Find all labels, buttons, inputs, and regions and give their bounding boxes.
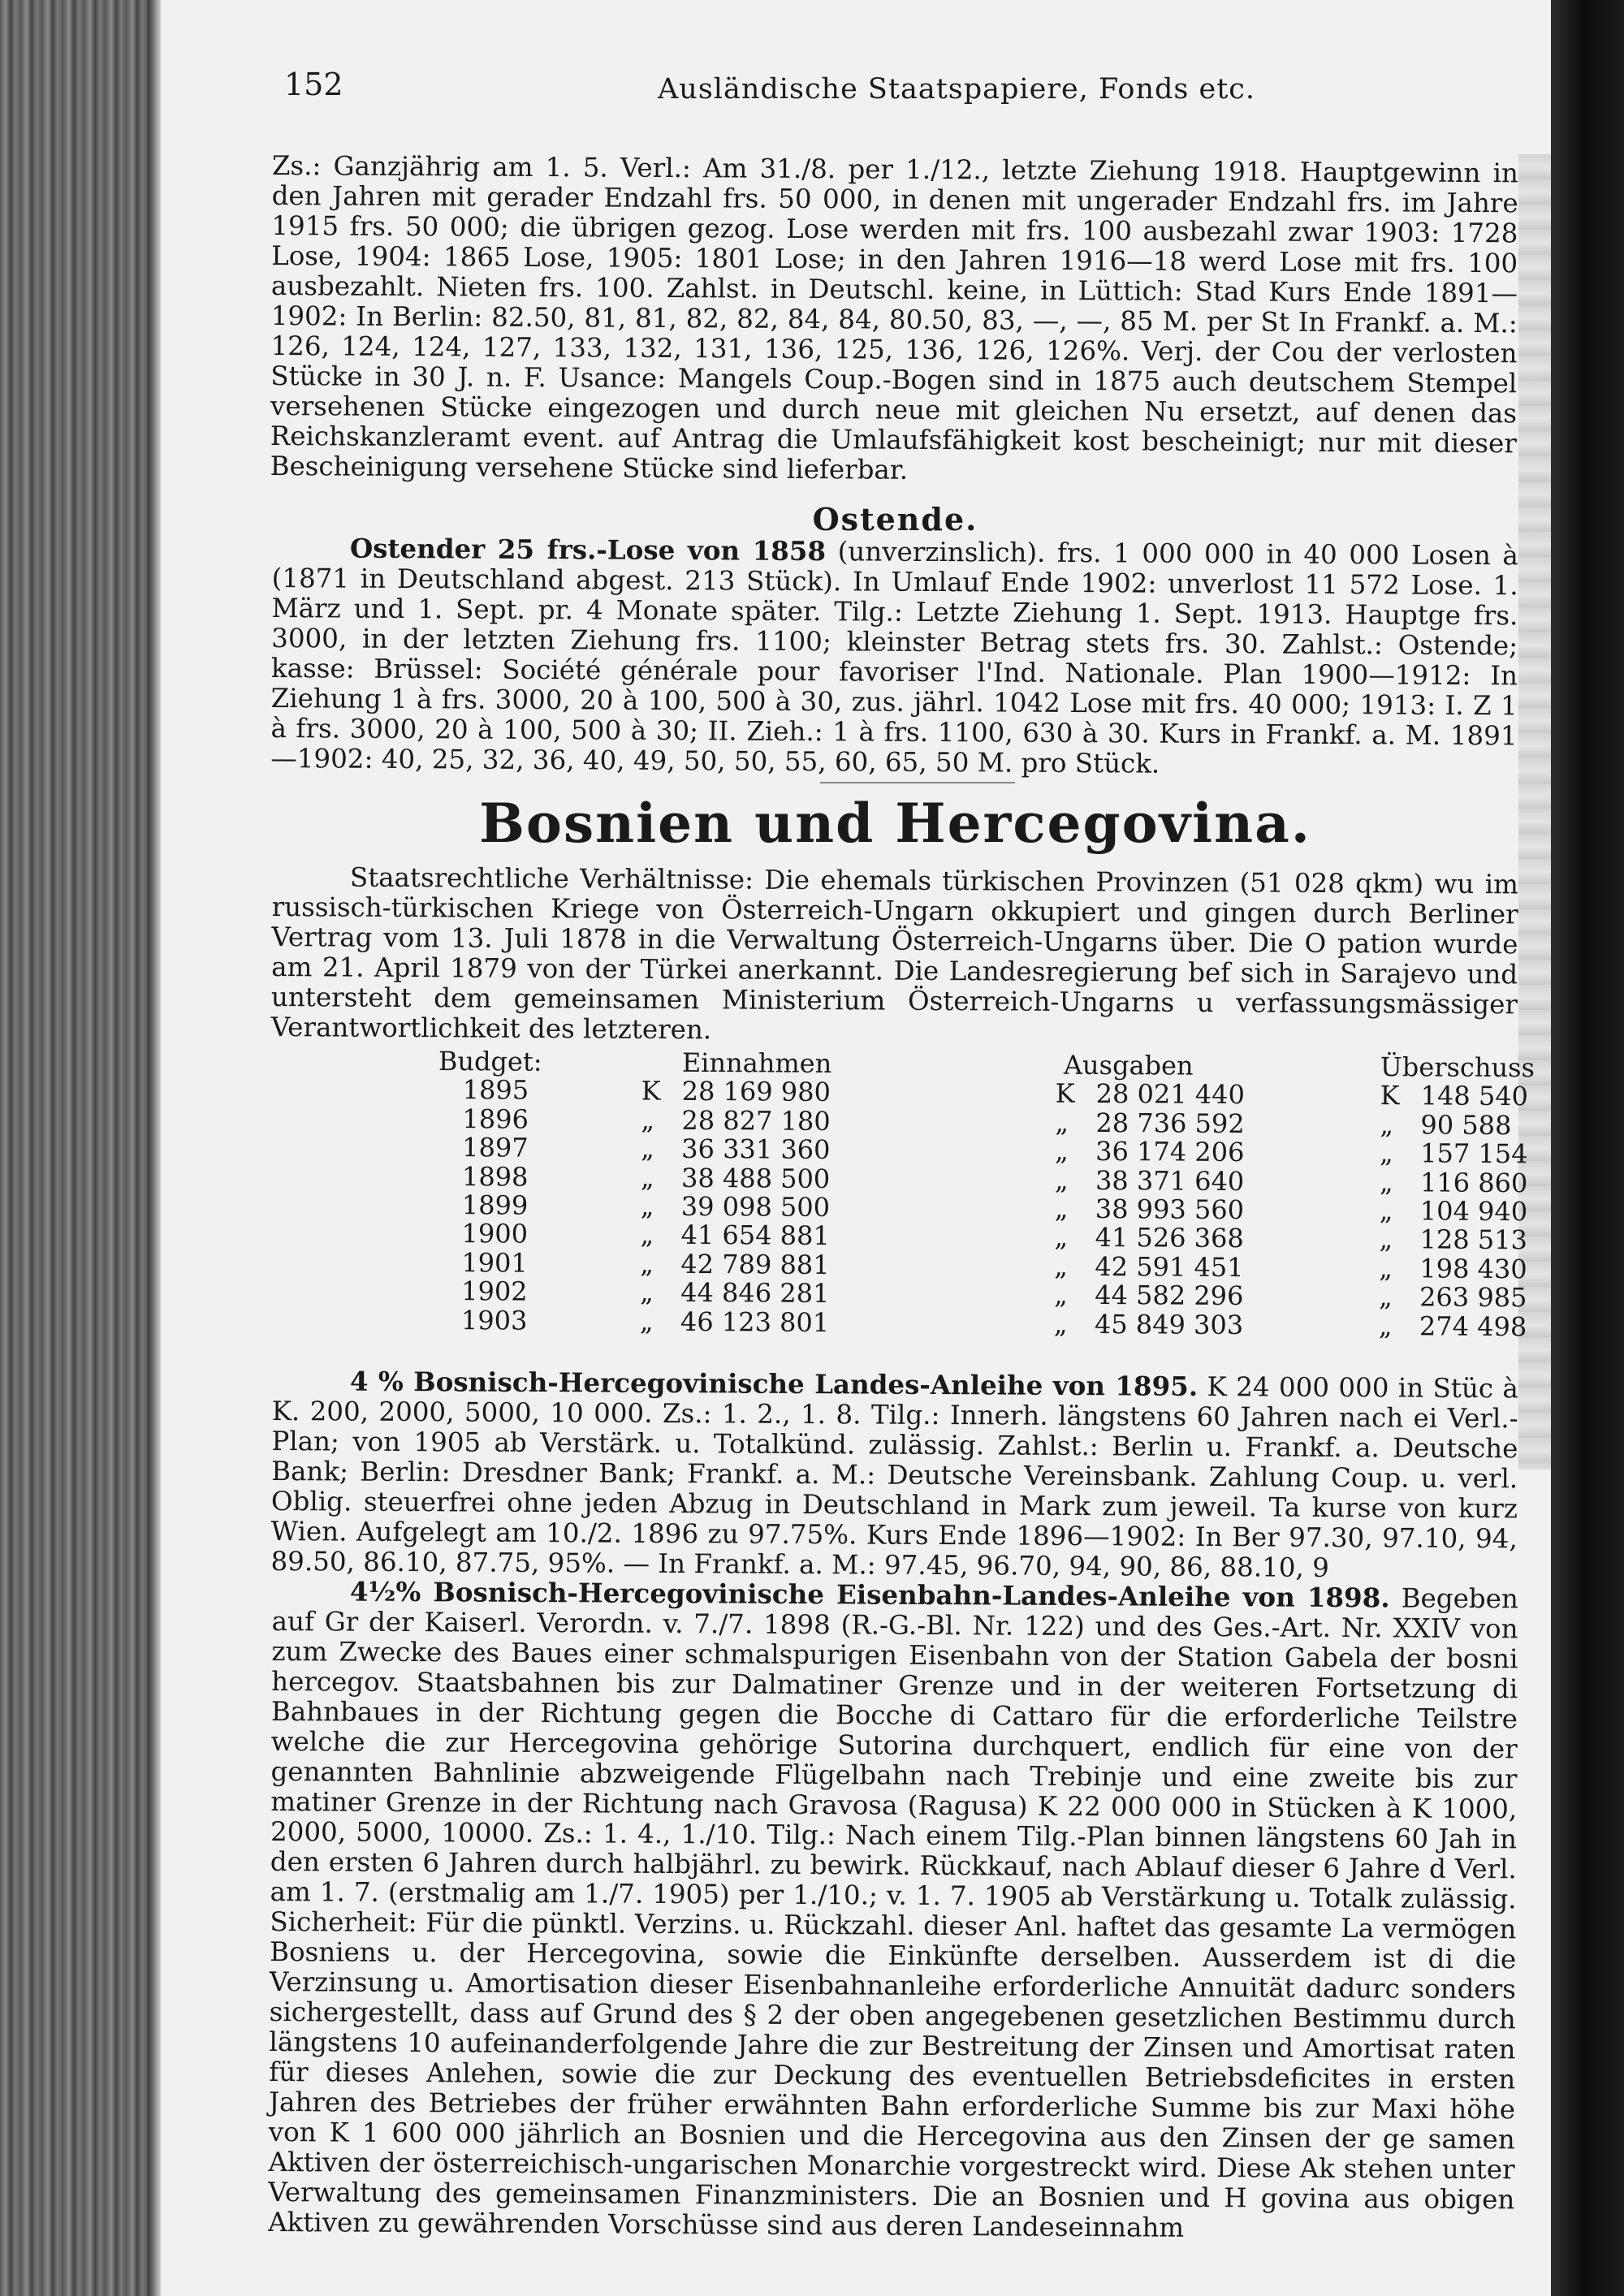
budget-expense-prefix: „: [1054, 1250, 1069, 1282]
budget-year: 1902: [461, 1275, 528, 1307]
budget-income-prefix: „: [641, 1133, 654, 1164]
budget-surplus-prefix: K: [1380, 1080, 1400, 1111]
budget-income-cell: [616, 1106, 1006, 1137]
budget-expense-cell: [1006, 1166, 1363, 1197]
budget-year-cell: [438, 1105, 616, 1135]
budget-year: 1899: [461, 1189, 529, 1221]
budget-year-cell: [438, 1133, 616, 1163]
budget-surplus: 90 588: [1420, 1109, 1512, 1141]
budget-income-prefix: „: [640, 1162, 654, 1193]
budget-surplus: 116 860: [1419, 1167, 1528, 1198]
loan-1898-paragraph: [268, 1576, 1518, 2245]
page-header: [284, 67, 1543, 115]
budget-surplus: 104 940: [1419, 1195, 1528, 1228]
budget-expense: 36 174 206: [1095, 1136, 1245, 1168]
section-heading-ostende: Ostende.: [812, 501, 978, 537]
budget-surplus: 198 430: [1419, 1253, 1527, 1285]
budget-surplus: 128 513: [1419, 1224, 1528, 1256]
budget-income-prefix: „: [640, 1248, 654, 1280]
budget-surplus: 148 540: [1420, 1080, 1529, 1112]
budget-income: 41 654 881: [680, 1219, 830, 1252]
budget-surplus-prefix: „: [1380, 1108, 1394, 1140]
budget-income-prefix: „: [641, 1104, 655, 1136]
budget-expense-prefix: „: [1054, 1222, 1069, 1254]
budget-expense-cell: [1005, 1281, 1363, 1312]
budget-surplus-cell: [1363, 1108, 1566, 1141]
budget-year: 1897: [462, 1132, 529, 1163]
bosnia-intro-text: Staatsrechtliche Verhältnisse: Die ehemals türkischen Provinzen (51 028 qkm) wu im russisch-türkischen Kriege von Österreich-Ungarn okkupiert und gingen durch Berliner Vertrag vom 13. Juli 1878 in die Verwaltung Österreich-Ungarns über. Die O pation wurde am 21. April 1879 von der Türkei anerkannt. Die Landesregierung bef sich in Sarajevo und untersteht dem gemeinsamen Ministerium Österreich-Ungarns u verfassungsmässiger Verantwortlichkeit des letzteren.: [270, 861, 1518, 1046]
expense-header: Ausgaben: [1063, 1049, 1194, 1081]
page-number: 152: [284, 67, 343, 102]
budget-surplus-prefix: „: [1378, 1310, 1393, 1341]
budget-surplus-cell: [1363, 1197, 1566, 1227]
budget-expense: 38 993 560: [1095, 1193, 1245, 1226]
budget-surplus-prefix: „: [1379, 1195, 1393, 1227]
ostende-lead: Ostender 25 frs.-Lose von 1858: [349, 532, 827, 568]
budget-year: 1896: [462, 1103, 529, 1135]
loan-1895-lead: 4 % Bosnisch-Hercegovinische Landes-Anleihe von 1895.: [349, 1365, 1199, 1402]
budget-header: Budget:: [438, 1046, 542, 1077]
budget-expense: 44 582 296: [1095, 1280, 1244, 1312]
budget-year: 1895: [462, 1074, 529, 1107]
ostende-paragraph: [270, 533, 1518, 781]
budget-income-cell: [615, 1276, 1005, 1310]
budget-income-cell: [616, 1135, 1006, 1166]
budget-surplus-prefix: „: [1380, 1137, 1393, 1169]
income-header: Einnahmen: [681, 1047, 832, 1079]
budget-expense-cell: [1005, 1310, 1363, 1340]
budget-surplus-cell: [1363, 1254, 1566, 1284]
budget-expense-cell: [1007, 1080, 1364, 1111]
section-divider: [820, 782, 1015, 783]
budget-income: 38 488 500: [680, 1162, 831, 1194]
loan-1898-text: Begeben auf Gr der Kaiserl. Verordn. v. 7./7. 1898 (R.-G.-Bl. Nr. 122) und des Ges.-Art. Nr. XXIV von zum Zwecke des Baues einer schmalspurigen Eisenbahn von der Station Gabela der bosni hercegov. Staatsbahnen bis zur Dalmatiner Grenze und in der weiteren Fortsetzung di Bahnbaues in der Richtung gegen die Bocche di Cattaro für die erforderliche Teilstre welche die zur Hercegovina gehörige Sutorina durchquert, endlich für eine von der genannten Bahnlinie abzweigende Flügelbahn nach Trebinje und eine zweite bis zur matiner Grenze in der Richtung nach Gravosa (Ragusa) K 22 000 000 in Stücken à K 1000, 2000, 5000, 10000. Zs.: 1. 4., 1./10. Tilg.: Nach einem Tilg.-Plan binnen längstens 60 Jah in den ersten 6 Jahren durch halbjährl. zu bewirk. Rückkauf, nach Ablauf dieser 6 Jahre d Verl. am 1. 7. (erstmalig am 1./7. 1905) per 1./10.; v. 1. 7. 1905 ab Verstärkung u. Totalk zulässig. Sicherheit: Für die pünktl. Verzins. u. Rückzahl. dieser Anl. haftet das gesamte La vermögen Bosniens u. der Hercegovina, sowie die Einkünfte derselben. Ausserdem ist di die Verzinsung u. Amortisation dieser Eisenbahnanleihe erforderliche Annuität dadurc sonders sichergestellt, dass auf Grund des § 2 der oben angegebenen gesetzlichen Bestimmu durch längstens 10 aufeinanderfolgende Jahre die zur Bestreitung der Zinsen und Amortisat raten für dieses Anlehen, sowie die zur Deckung des eventuellen Betriebsdeficites in ersten Jahren des Betriebes der früher erwähnten Bahn erforderliche Summe bis zur Maxi höhe von K 1 600 000 jährlich an Bosnien und die Hercegovina aus den Zinsen der ge samen Aktiven der österreichisch-ungarischen Monarchie vorgestreckt wird. Diese Ak stehen unter Verwaltung des gemeinsamen Finanzministers. Die an Bosnien und H govina aus obigen Aktiven zu gewährenden Vorschüsse sind aus deren Landeseinnahm: [268, 1582, 1518, 2243]
budget-income-cell: [617, 1077, 1007, 1108]
budget-income-cell: [616, 1163, 1006, 1194]
budget-income-cell: [615, 1221, 1005, 1252]
budget-expense-prefix: „: [1054, 1193, 1069, 1224]
budget-income-prefix: „: [640, 1219, 654, 1251]
budget-income-prefix: „: [640, 1190, 654, 1222]
loan-1895-paragraph: [270, 1366, 1518, 1584]
budget-surplus-prefix: „: [1379, 1281, 1393, 1313]
ostende-text: (unverzinslich). frs. 1 000 000 in 40 000 Losen à (1871 in Deutschland abgest. 213 Stück). In Umlauf Ende 1902: unverlost 11 572 Lose. 1. März und 1. Sept. pr. 4 Monate später. Tilg.: Letzte Ziehung 1. Sept. 1913. Hauptge frs. 3000, in der letzten Ziehung frs. 1100; kleinster Betrag stets frs. 30. Zahlst.: Ostende; kasse: Brüssel: Société générale pour favoriser l'Ind. Nationale. Plan 1900—1912: In Ziehung 1 à frs. 3000, 20 à 100, 500 à 30, zus. jährl. 1042 Lose mit frs. 40 000; 1913: I. Z 1 à frs. 3000, 20 à 100, 500 à 30; II. Zieh.: 1 à frs. 1100, 630 à 30. Kurs in Frankf. a. M. 1891—1902: 40, 25, 32, 36, 40, 49, 50, 50, 55, 60, 65, 50 M. pro Stück.: [270, 536, 1518, 779]
budget-expense-prefix: „: [1055, 1135, 1069, 1167]
loan-1898-lead: 4½% Bosnisch-Hercegovinische Eisenbahn-Landes-Anleihe von 1898.: [349, 1575, 1390, 1614]
budget-expense-cell: [1005, 1224, 1363, 1254]
budget-income-prefix: K: [641, 1075, 661, 1107]
surplus-header: Überschuss: [1380, 1051, 1535, 1084]
budget-expense: 28 021 440: [1095, 1078, 1245, 1111]
budget-expense: 41 526 368: [1095, 1222, 1244, 1254]
budget-income-prefix: „: [640, 1276, 654, 1308]
book-spine-shadow: [0, 0, 154, 2296]
budget-income: 28 169 980: [681, 1076, 831, 1108]
budget-year: 1903: [460, 1304, 528, 1336]
budget-year: 1901: [461, 1247, 528, 1279]
budget-surplus-prefix: „: [1379, 1224, 1393, 1255]
loan-1895-text: K 24 000 000 in Stüc à K. 200, 2000, 5000, 10 000. Zs.: 1. 2., 1. 8. Tilg.: Innerh. längstens 60 Jahren nach ei Verl.-Plan; von 1905 ab Verstärk. u. Totalkünd. zulässig. Zahlst.: Berlin u. Frankf. a. Deutsche Bank; Berlin: Dresdner Bank; Frankf. a. M.: Deutsche Vereinsbank. Zahlung Coup. u. verl. Oblig. steuerfrei ohne jeden Abzug in Deutschland in Mark zum jeweil. Ta kurse von kurz Wien. Aufgelegt am 10./2. 1896 zu 97.75%. Kurs Ende 1896—1902: In Ber 97.30, 97.10, 94, 89.50, 86.10, 87.75, 95%. — In Frankf. a. M.: 97.45, 96.70, 94, 90, 86, 88.10, 9: [270, 1370, 1518, 1583]
budget-surplus-cell: [1363, 1283, 1566, 1313]
budget-year-cell: [437, 1277, 615, 1307]
budget-income: 44 846 281: [680, 1277, 830, 1310]
budget-table: [437, 1047, 1567, 1342]
budget-surplus-cell: [1363, 1312, 1566, 1342]
budget-expense-prefix: K: [1055, 1078, 1075, 1110]
budget-expense-prefix: „: [1054, 1279, 1068, 1310]
budget-expense-cell: [1005, 1252, 1363, 1283]
budget-surplus-cell: [1363, 1139, 1566, 1169]
budget-year-cell: [438, 1191, 616, 1221]
budget-year: 1900: [461, 1218, 529, 1250]
budget-expense: 42 591 451: [1095, 1250, 1244, 1283]
budget-expense-prefix: „: [1055, 1107, 1069, 1138]
budget-expense-cell: [1006, 1108, 1363, 1139]
budget-surplus-prefix: „: [1379, 1252, 1393, 1284]
budget-expense-cell: [1006, 1137, 1363, 1167]
budget-income-cell: [615, 1307, 1005, 1338]
budget-surplus: 274 498: [1419, 1310, 1527, 1342]
running-title: Ausländische Staatspapiere, Fonds etc.: [658, 73, 1255, 106]
budget-income-prefix: „: [639, 1306, 654, 1337]
budget-expense: 38 371 640: [1095, 1164, 1245, 1197]
budget-expense: 45 849 303: [1094, 1308, 1244, 1340]
lottery-terms-paragraph: [270, 151, 1518, 489]
budget-year-cell: [437, 1249, 615, 1279]
budget-income: 36 331 360: [681, 1133, 831, 1166]
budget-income: 46 123 801: [680, 1306, 830, 1338]
budget-expense-cell: [1006, 1194, 1363, 1225]
lottery-terms-text: Zs.: Ganzjährig am 1. 5. Verl.: Am 31./8. per 1./12., letzte Ziehung 1918. Hauptgewinn in den Jahren mit gerader Endzahl frs. 50 000, in denen mit ungerader Endzahl frs. im Jahre 1915 frs. 50 000; die übrigen gezog. Lose werden mit frs. 100 ausbezahl zwar 1903: 1728 Lose, 1904: 1865 Lose, 1905: 1801 Lose; in den Jahren 1916—18 werd Lose mit frs. 100 ausbezahlt. Nieten frs. 100. Zahlst. in Deutschl. keine, in Lüttich: Stad Kurs Ende 1891—1902: In Berlin: 82.50, 81, 81, 82, 82, 84, 84, 80.50, 83, —, —, 85 M. per St In Frankf. a. M.: 126, 124, 124, 127, 133, 132, 131, 136, 125, 136, 126, 126%. Verj. der Cou der verlosten Stücke in 30 J. n. F. Usance: Mangels Coup.-Bogen sind in 1875 auch deutschem Stempel versehenen Stücke eingezogen und durch neue mit gleichen Nu ersetzt, auf denen das Reichskanzleramt event. auf Antrag die Umlaufsfähigkeit kost bescheinigt; nur mit dieser Bescheinigung versehene Stücke sind lieferbar.: [270, 150, 1518, 486]
budget-surplus-cell: [1364, 1081, 1567, 1111]
budget-income-cell: [615, 1249, 1005, 1280]
bosnia-intro-paragraph: [271, 862, 1518, 1050]
budget-income-cell: [616, 1192, 1006, 1223]
budget-year-cell: [438, 1160, 616, 1193]
budget-surplus: 263 985: [1419, 1281, 1527, 1314]
budget-income: 28 827 180: [681, 1104, 831, 1137]
budget-year-cell: [438, 1076, 617, 1106]
page-gutter: [148, 0, 161, 2296]
budget-year: 1898: [461, 1160, 529, 1193]
budget-expense: 28 736 592: [1095, 1107, 1245, 1139]
budget-surplus-prefix: „: [1379, 1166, 1393, 1198]
budget-year-cell: [437, 1306, 615, 1336]
budget-expense-prefix: „: [1053, 1308, 1068, 1340]
budget-year-cell: [437, 1219, 615, 1249]
budget-surplus-cell: [1363, 1168, 1566, 1198]
budget-income: 39 098 500: [680, 1190, 831, 1223]
section-heading-bosnia: Bosnien und Hercegovina.: [479, 792, 1311, 855]
budget-expense-prefix: „: [1054, 1164, 1069, 1196]
budget-income: 42 789 881: [680, 1248, 830, 1280]
budget-surplus: 157 154: [1420, 1137, 1528, 1170]
budget-surplus-cell: [1363, 1225, 1566, 1255]
